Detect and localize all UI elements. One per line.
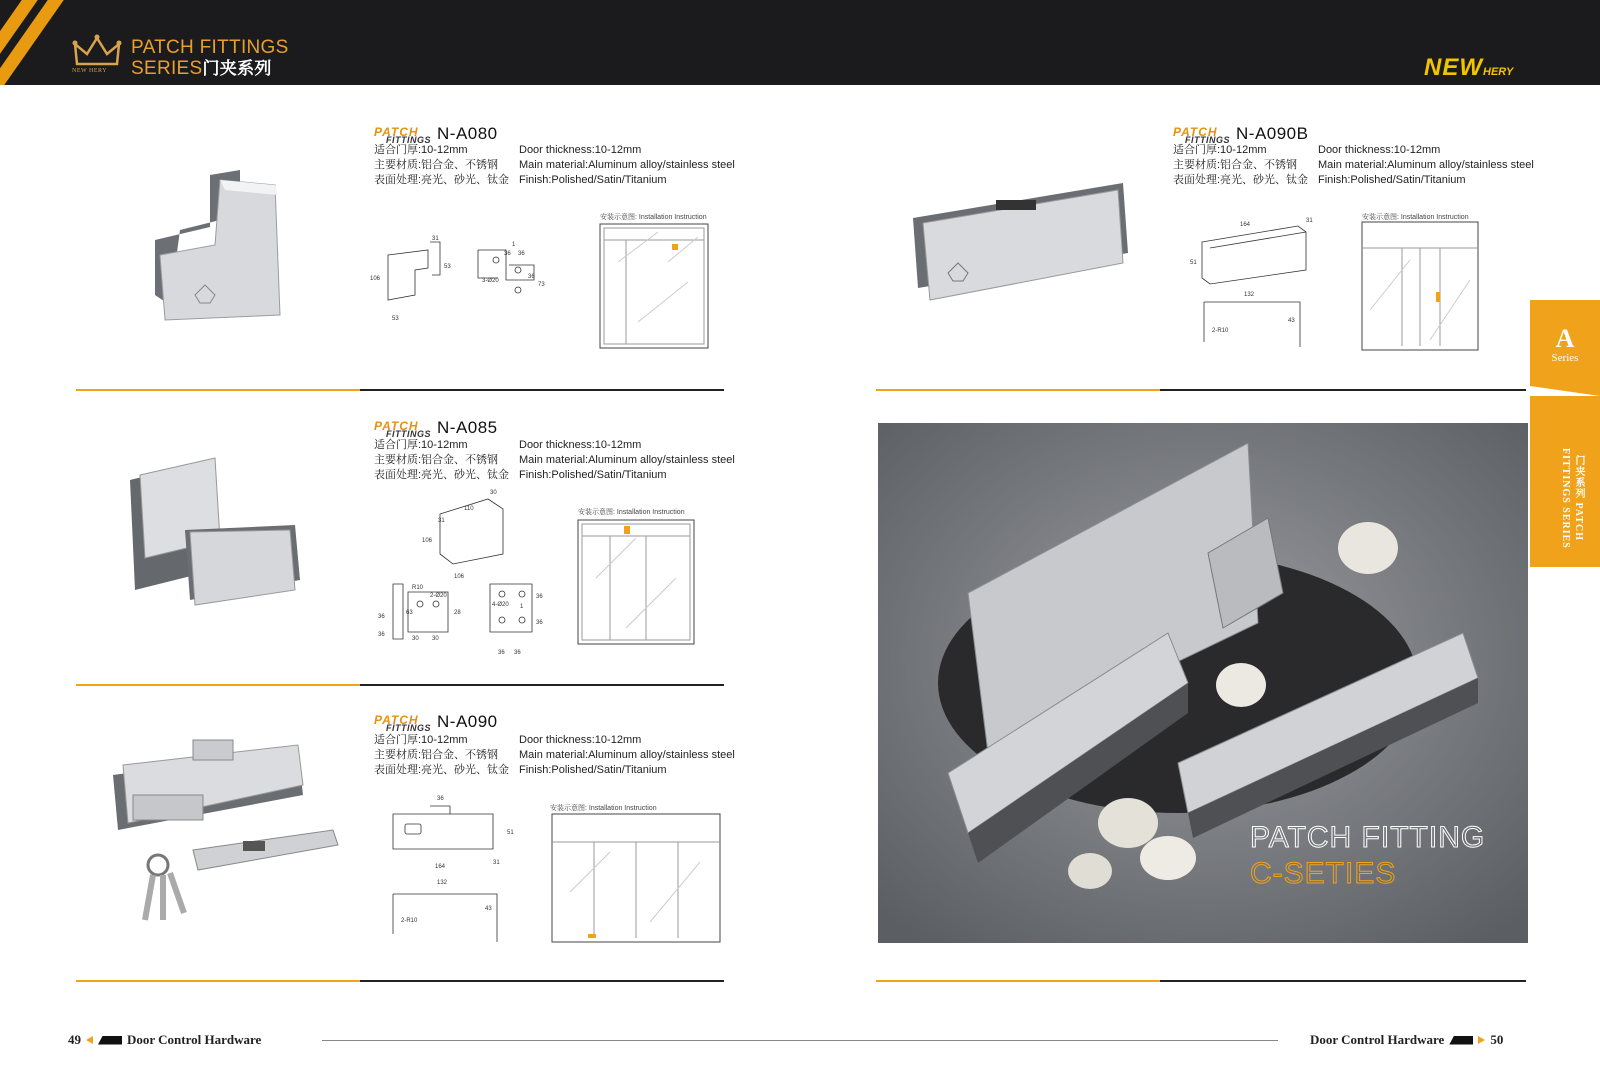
photo-title: PATCH FITTING (1250, 821, 1486, 854)
page-title (131, 37, 289, 79)
dim-label: 30 (490, 490, 497, 496)
series-tab (1530, 300, 1600, 567)
dim-label: 36 (514, 650, 521, 656)
spec-cn: 主要材质:铝合金、不锈钢 (374, 159, 499, 171)
dimension-drawing-a080 (370, 230, 580, 330)
product-code: N-A080 (437, 124, 498, 143)
dim-label: 36 (536, 620, 543, 626)
tab-series: Series (1551, 352, 1579, 364)
dim-label: 36 (518, 251, 525, 257)
patch-fittings-logo: PATCH FITTINGS (374, 125, 431, 145)
dimension-drawing-a090b (1188, 212, 1328, 357)
photo-scene (878, 423, 1528, 943)
dim-label: 1 (512, 242, 516, 248)
product-spec-a085 (374, 438, 735, 483)
spec-en: Main material:Aluminum alloy/stainless steel (519, 454, 735, 466)
dim-label: 31 (493, 860, 500, 866)
dim-label: 36 (528, 274, 535, 280)
dim-label: 106 (422, 538, 433, 544)
patch-fittings-logo: PATCH FITTINGS (374, 419, 431, 439)
logo-new: NEW (1424, 54, 1483, 81)
dim-label: 43 (485, 906, 492, 912)
section-divider (76, 980, 724, 982)
dim-label: 30 (432, 636, 439, 642)
section-divider (76, 389, 724, 391)
spec-cn: 适合门厚:10-12mm (1173, 144, 1267, 156)
dim-label: 164 (435, 864, 446, 870)
section-divider (876, 980, 1526, 982)
dim-label: 31 (438, 518, 445, 524)
dim-label: 43 (1288, 318, 1295, 324)
dim-label: 132 (1244, 292, 1255, 298)
section-divider (76, 684, 724, 686)
photo-subtitle: C-SETIES (1250, 857, 1397, 890)
installation-label: 安装示意图: Installation Instruction (600, 214, 707, 221)
product-header-a090b (1173, 124, 1308, 144)
footer-left (68, 1032, 261, 1048)
spec-en: Finish:Polished/Satin/Titanium (1318, 174, 1466, 186)
title-line-2: SERIES (131, 58, 203, 79)
spec-en: Door thickness:10-12mm (519, 734, 642, 746)
dim-label: 51 (507, 830, 514, 836)
product-photo-a090 (108, 735, 348, 925)
product-spec-a090 (374, 733, 735, 778)
dim-label: R10 (412, 585, 424, 591)
dim-label: 31 (1306, 218, 1313, 224)
dim-label: 3-Ø20 (482, 278, 499, 284)
footer-slab-icon (98, 1036, 122, 1045)
spec-en: Main material:Aluminum alloy/stainless steel (519, 749, 735, 761)
product-code: N-A090 (437, 712, 498, 731)
dim-label: 106 (370, 276, 381, 282)
dim-label: 4-Ø20 (492, 602, 509, 608)
patch-fittings-logo: PATCH FITTINGS (374, 713, 431, 733)
installation-label: 安装示意图: Installation Instruction (1362, 214, 1469, 221)
installation-label: 安装示意图: Installation Instruction (550, 805, 657, 812)
spec-en: Main material:Aluminum alloy/stainless steel (519, 159, 735, 171)
dim-label: 53 (392, 316, 399, 322)
footer-line (322, 1040, 1278, 1041)
spec-en: Door thickness:10-12mm (1318, 144, 1441, 156)
footer-slab-icon (1449, 1036, 1473, 1045)
dim-label: 51 (1190, 260, 1197, 266)
title-line-1: PATCH FITTINGS (131, 37, 289, 58)
spec-en: Door thickness:10-12mm (519, 144, 642, 156)
newhery-logo (1424, 54, 1513, 80)
dim-label: 1 (520, 604, 524, 610)
dim-label: 164 (1240, 222, 1251, 228)
dim-label: 2-R10 (401, 918, 418, 924)
dimension-drawing-a085 (378, 484, 568, 664)
dim-label: 2-R10 (1212, 328, 1229, 334)
spec-en: Finish:Polished/Satin/Titanium (519, 174, 667, 186)
dim-label: 53 (444, 264, 451, 270)
dim-label: 36 (378, 614, 385, 620)
dim-label: 110 (464, 506, 474, 512)
dim-label: 73 (538, 282, 545, 288)
product-spec-a080 (374, 143, 735, 188)
tab-vertical-text: 门夹系列 PATCH FITTINGS SERIES (1560, 448, 1584, 549)
dim-label: 106 (454, 574, 465, 580)
tab-letter: A (1555, 324, 1575, 353)
spec-cn: 主要材质:铝合金、不锈钢 (1173, 159, 1298, 171)
top-banner (0, 0, 1600, 85)
installation-diagram-a090 (550, 812, 722, 944)
product-header-a090 (374, 712, 498, 732)
title-cn: 门夹系列 (202, 59, 272, 78)
spec-cn: 适合门厚:10-12mm (374, 734, 468, 746)
spec-cn: 适合门厚:10-12mm (374, 439, 468, 451)
spec-cn: 表面处理:亮光、砂光、钛金 (374, 764, 510, 776)
dim-label: 36 (378, 632, 385, 638)
installation-diagram-a090b (1360, 220, 1480, 352)
product-header-a085 (374, 418, 498, 438)
footer-left-text: Door Control Hardware (127, 1032, 262, 1047)
page-number-left: 49 (68, 1032, 81, 1047)
spec-en: Door thickness:10-12mm (519, 439, 642, 451)
product-photo-a080 (140, 155, 315, 330)
product-code: N-A090B (1236, 124, 1309, 143)
page-number-right: 50 (1490, 1032, 1504, 1047)
dim-label: 30 (412, 636, 419, 642)
footer-right (1310, 1032, 1503, 1048)
spec-cn: 表面处理:亮光、砂光、钛金 (1173, 174, 1309, 186)
spec-cn: 表面处理:亮光、砂光、钛金 (374, 174, 510, 186)
spec-cn: 主要材质:铝合金、不锈钢 (374, 454, 499, 466)
dim-label: 2-Ø20 (430, 593, 447, 599)
spec-cn: 表面处理:亮光、砂光、钛金 (374, 469, 510, 481)
dim-label: 31 (432, 236, 439, 242)
product-photo (878, 423, 1528, 943)
installation-diagram-a085 (576, 518, 696, 646)
dim-label: 28 (454, 610, 461, 616)
dim-label: 36 (504, 251, 511, 257)
product-photo-a085 (120, 450, 320, 610)
dim-label: 36 (498, 650, 505, 656)
spec-cn: 主要材质:铝合金、不锈钢 (374, 749, 499, 761)
spec-en: Finish:Polished/Satin/Titanium (519, 764, 667, 776)
triangle-left-icon (86, 1036, 93, 1044)
spec-en: Main material:Aluminum alloy/stainless steel (1318, 159, 1534, 171)
patch-fittings-logo: PATCH FITTINGS (1173, 125, 1230, 145)
brand-name: NEW HERY (72, 68, 108, 74)
product-code: N-A085 (437, 418, 498, 437)
dim-label: 36 (437, 796, 444, 802)
banner-stripe (0, 0, 64, 85)
spec-en: Finish:Polished/Satin/Titanium (519, 469, 667, 481)
tab-notch (1530, 386, 1600, 396)
logo-hery: HERY (1483, 66, 1514, 78)
product-header-a080 (374, 124, 498, 144)
product-spec-a090b (1173, 143, 1534, 188)
installation-diagram-a080 (598, 222, 710, 352)
spec-cn: 适合门厚:10-12mm (374, 144, 468, 156)
installation-label: 安装示意图: Installation Instruction (578, 509, 685, 516)
dim-label: 63 (406, 610, 413, 616)
triangle-right-icon (1478, 1036, 1485, 1044)
product-photo-a090b (908, 178, 1138, 308)
section-divider (876, 389, 1526, 391)
dimension-drawing-a090 (385, 792, 525, 942)
dim-label: 132 (437, 880, 448, 886)
footer-right-text: Door Control Hardware (1310, 1032, 1445, 1047)
dim-label: 36 (536, 594, 543, 600)
